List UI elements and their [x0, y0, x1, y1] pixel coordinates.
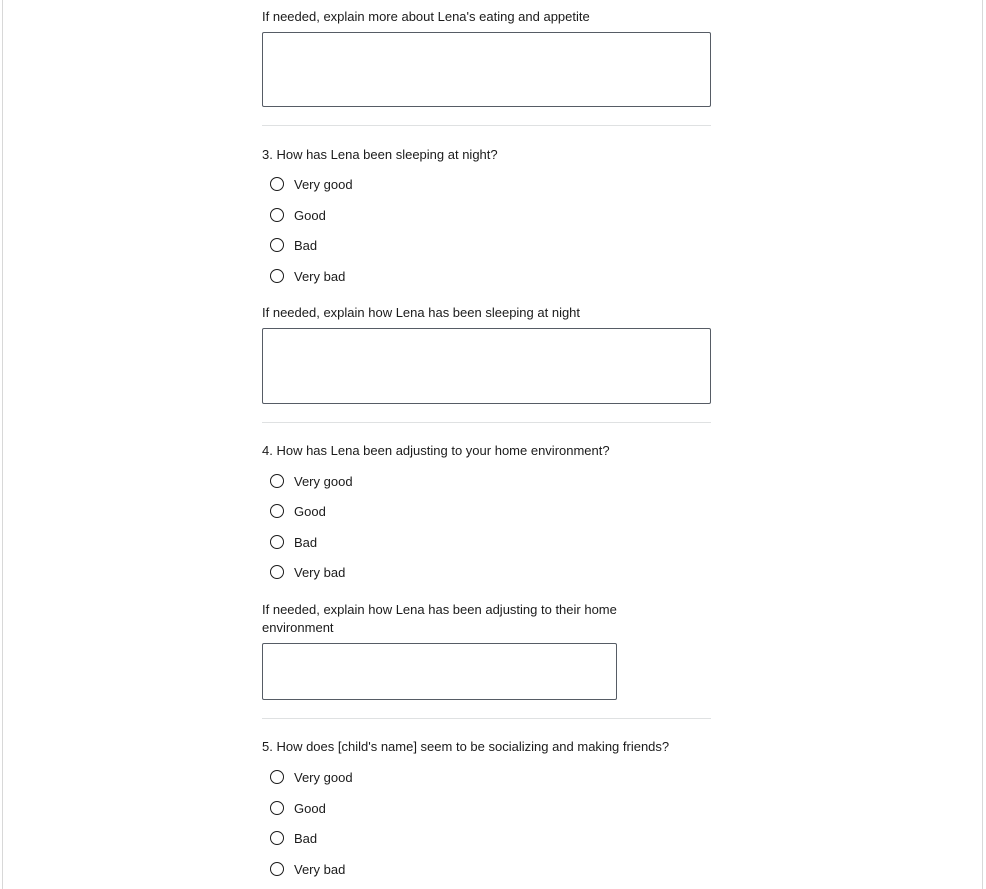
- page-edge-right: [982, 0, 983, 889]
- q4-option-very-bad[interactable]: [270, 562, 345, 582]
- q5-option-label: Very good: [294, 769, 353, 785]
- q3-option-good[interactable]: [270, 205, 326, 225]
- radio-icon[interactable]: [270, 535, 284, 549]
- radio-icon[interactable]: [270, 177, 284, 191]
- q4-option-very-good[interactable]: [270, 471, 353, 491]
- q5-option-label: Very bad: [294, 861, 346, 877]
- radio-icon[interactable]: [270, 801, 284, 815]
- q4-option-good[interactable]: [270, 501, 326, 521]
- q4-option-bad[interactable]: [270, 532, 317, 552]
- q5-option-label: Bad: [294, 830, 318, 846]
- q4-option-label: Good: [294, 503, 326, 519]
- radio-icon[interactable]: [270, 474, 284, 488]
- q3-explain-label: If needed, explain how Lena has been sleeping at night: [262, 305, 581, 320]
- q4-option-label: Very bad: [294, 564, 346, 580]
- q3-option-label: Very good: [294, 176, 353, 192]
- q2-explain-label: If needed, explain more about Lena's eating and appetite: [262, 9, 590, 24]
- q3-option-label: Good: [294, 207, 326, 223]
- q4-question: 4. How has Lena been adjusting to your home environment?: [262, 443, 610, 458]
- q4-option-label: Bad: [294, 534, 318, 550]
- section-divider: [262, 718, 711, 719]
- q5-question: 5. How does [child's name] seem to be socializing and making friends?: [262, 739, 670, 754]
- radio-icon[interactable]: [270, 269, 284, 283]
- q4-option-label: Very good: [294, 473, 353, 489]
- radio-icon[interactable]: [270, 565, 284, 579]
- q5-option-very-bad[interactable]: [270, 859, 345, 879]
- q4-explain-label-line2: environment: [262, 620, 334, 635]
- q5-option-label: Good: [294, 800, 326, 816]
- q3-option-very-good[interactable]: [270, 174, 353, 194]
- q3-option-label: Bad: [294, 237, 318, 253]
- q5-option-very-good[interactable]: [270, 767, 353, 787]
- q3-option-bad[interactable]: [270, 235, 317, 255]
- q4-explain-textarea[interactable]: [262, 643, 617, 700]
- section-divider: [262, 125, 711, 126]
- section-divider: [262, 422, 711, 423]
- radio-icon[interactable]: [270, 238, 284, 252]
- radio-icon[interactable]: [270, 770, 284, 784]
- q4-explain-label-line1: If needed, explain how Lena has been adjusting to their home: [262, 602, 617, 617]
- q2-explain-textarea[interactable]: [262, 32, 711, 107]
- q3-question: 3. How has Lena been sleeping at night?: [262, 147, 498, 162]
- radio-icon[interactable]: [270, 862, 284, 876]
- q5-option-bad[interactable]: [270, 828, 317, 848]
- page-edge-left: [2, 0, 3, 889]
- radio-icon[interactable]: [270, 504, 284, 518]
- radio-icon[interactable]: [270, 831, 284, 845]
- q3-explain-textarea[interactable]: [262, 328, 711, 404]
- q5-option-good[interactable]: [270, 798, 326, 818]
- radio-icon[interactable]: [270, 208, 284, 222]
- q3-option-very-bad[interactable]: [270, 266, 345, 286]
- q3-option-label: Very bad: [294, 268, 346, 284]
